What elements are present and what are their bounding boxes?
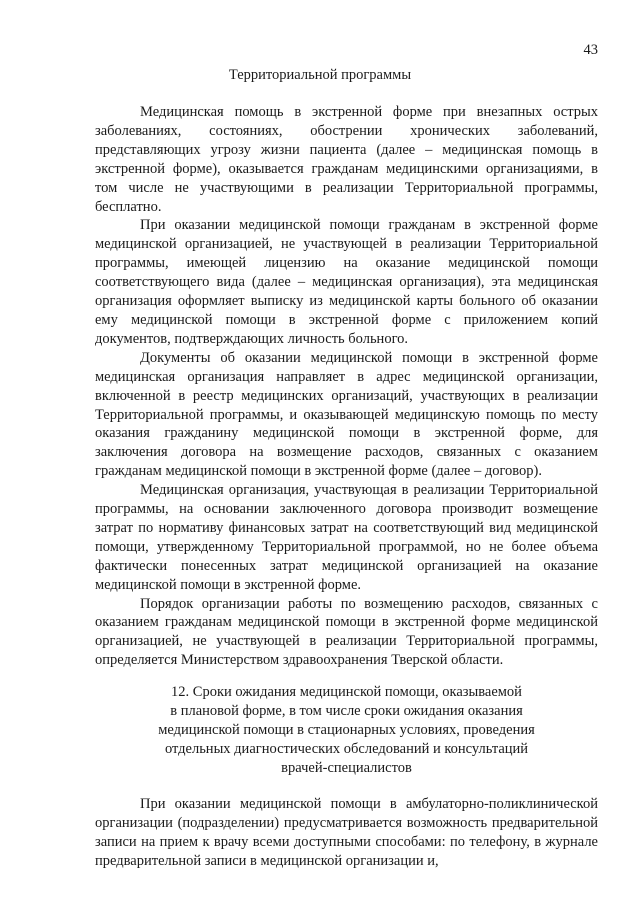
body-text xyxy=(95,103,598,670)
paragraph-emergency-care: Медицинская помощь в экстренной форме при внезапных острых заболеваниях, состояниях, обострении хронических заболеваний, представляющих угрозу жизни пациента (далее – медицинская помощь в экстренной форме), оказывается гражданам медицинскими организациями, в том числе не участвующими в реализации Территориальной программы, бесплатно. xyxy=(95,104,598,215)
section-heading-line: медицинской помощи в стационарных условиях, проведения xyxy=(158,722,535,738)
section-heading-line: врачей-специалистов xyxy=(281,760,412,776)
section-heading-line: 12. Сроки ожидания медицинской помощи, оказываемой xyxy=(171,684,522,700)
section-heading-line: отдельных диагностических обследований и консультаций xyxy=(164,741,529,757)
paragraph-documents: Документы об оказании медицинской помощи в экстренной форме медицинская организация направляет в адрес медицинской организации, включенной в реестр медицинских организаций, участвующих в реализации Территориальной программы, и оказывающей медицинскую помощь по месту оказания гражданину медицинской помощи в экстренной форме, для заключения договора на возмещение расходов, связанных с оказанием гражданам медицинской помощи в экстренной форме (далее – договор). xyxy=(95,349,598,480)
paragraph-non-participating-org: При оказании медицинской помощи гражданам в экстренной форме медицинской организацией, не участвующей в реализации Территориальной программы, имеющей лицензию на оказание медицинской помощи соответствующего вида (далее – медицинская организация), эта медицинская организация оформляет выписку из медицинской карты больного об оказании ему медицинской помощи в экстренной форме с приложением копий документов, подтверждающих личность больного. xyxy=(95,217,598,347)
paragraph-reimbursement: Медицинская организация, участвующая в реализации Территориальной программы, на основании заключенного договора производит возмещение затрат по нормативу финансовых затрат на соответствующий вид медицинской помощи, утвержденному Территориальной программой, но не более объема фактически понесенных затрат медицинской организацией на оказание медицинской помощи в экстренной форме. xyxy=(95,482,598,593)
page-number: 43 xyxy=(583,42,598,58)
section-heading xyxy=(95,683,598,778)
section-heading-line: в плановой форме, в том числе сроки ожидания оказания xyxy=(170,703,523,719)
running-title: Территориальной программы xyxy=(228,67,412,83)
body-text-continued xyxy=(95,795,598,871)
paragraph-appointment: При оказании медицинской помощи в амбулаторно-поликлинической организации (подразделении) предусматривается возможность предварительной записи на прием к врачу всеми доступными способами: по телефону, в журнале предварительной записи в медицинской организации и, xyxy=(95,796,598,869)
paragraph-procedure: Порядок организации работы по возмещению расходов, связанных с оказанием гражданам медицинской помощи в экстренной форме медицинской организацией, не участвующей в реализации Территориальной программы, определяется Министерством здравоохранения Тверской области. xyxy=(95,595,598,669)
